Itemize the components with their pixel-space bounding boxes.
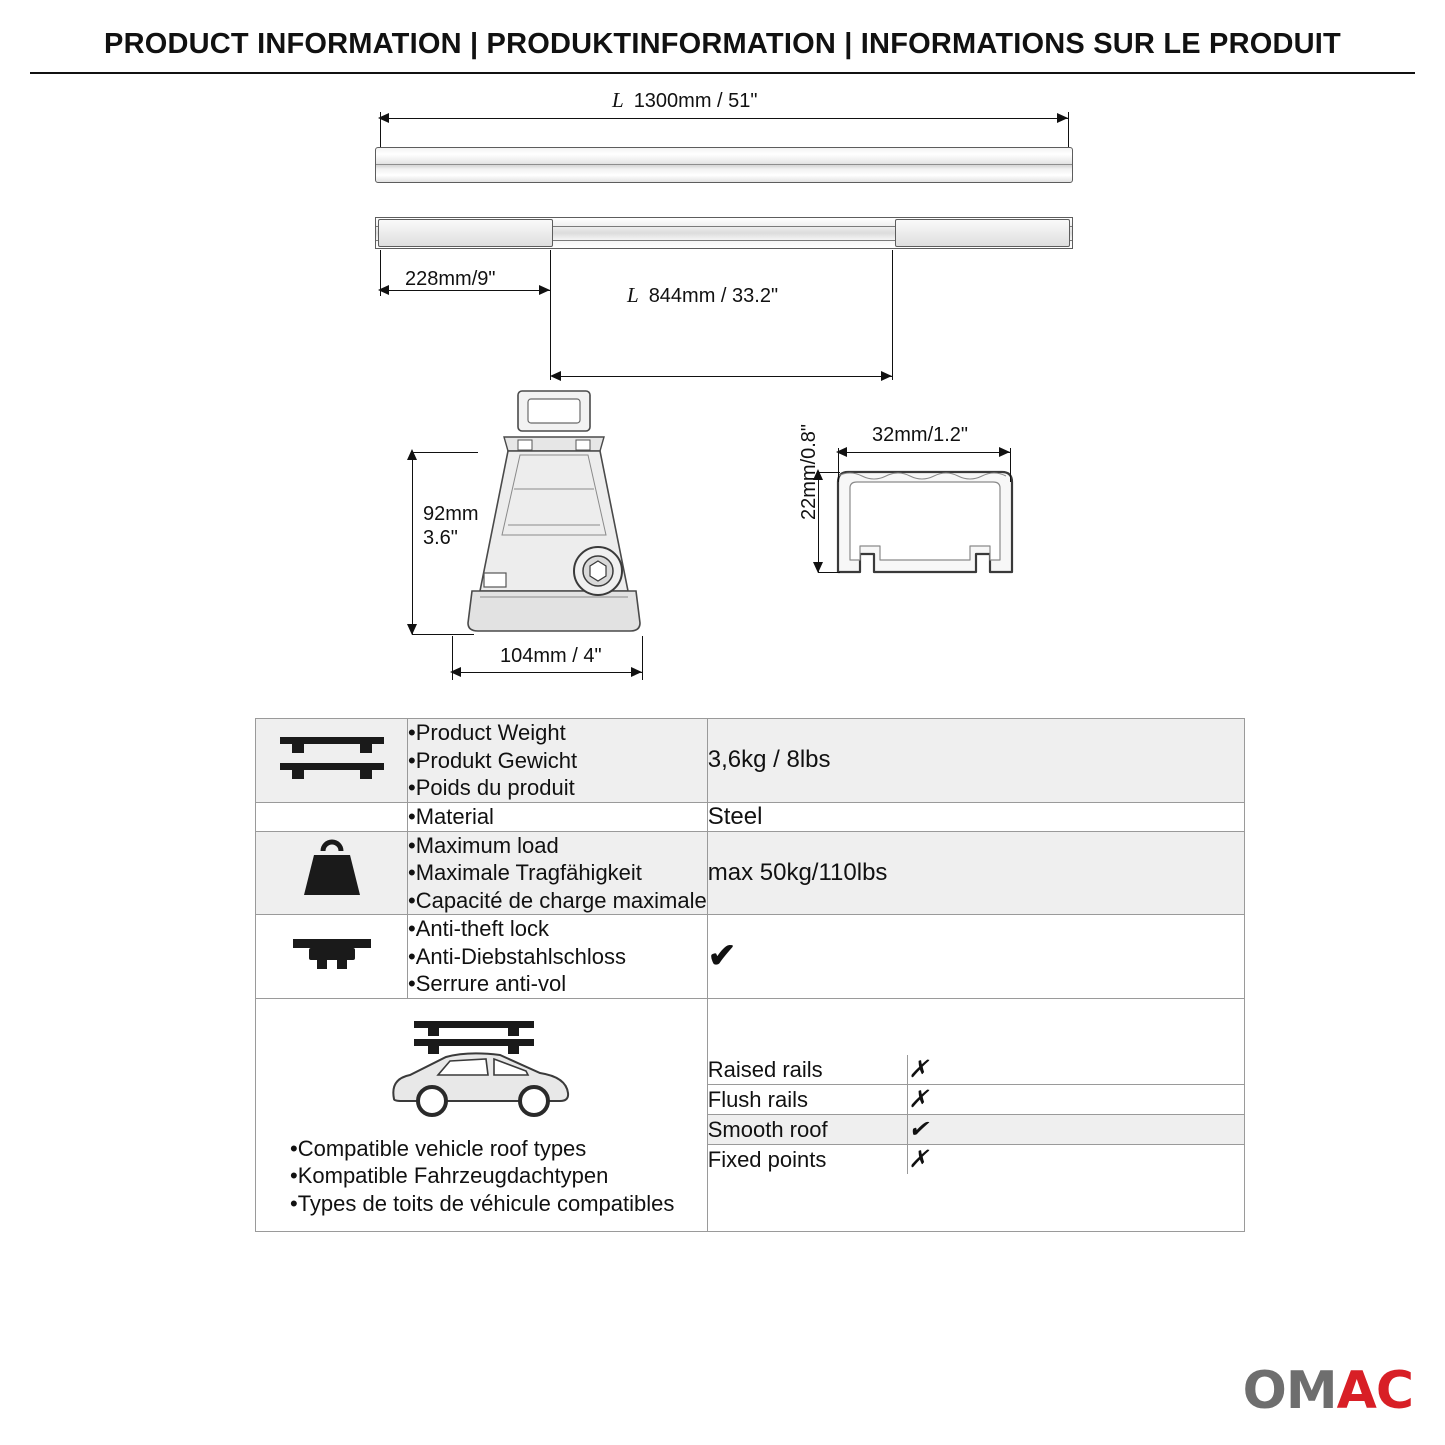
roof-type-table	[708, 1055, 1244, 1174]
crossbars-icon	[256, 719, 408, 803]
dimension-foot-width: 104mm / 4"	[500, 645, 602, 667]
arrow-up-height	[407, 449, 417, 460]
lock-check-icon: ✔	[707, 937, 737, 976]
roof-type-name-smooth-roof: Smooth roof	[708, 1115, 908, 1145]
crossbars-icon-svg	[276, 727, 388, 787]
table-row-max-load	[256, 831, 1245, 915]
weight-icon	[256, 831, 408, 915]
lock-icon	[256, 915, 408, 999]
foot-right-side-view	[895, 219, 1070, 247]
roof-type-name-raised-rails: Raised rails	[708, 1055, 908, 1085]
compat-label-de: •Kompatible Fahrzeugdachtypen	[290, 1163, 609, 1188]
weight-icon-svg	[292, 837, 372, 903]
roof-type-row-raised-rails	[708, 1055, 1244, 1085]
page-title: PRODUCT INFORMATION | PRODUKTINFORMATION | INFORMATIONS SUR LE PRODUIT	[104, 28, 1341, 60]
lock-label-en: •Anti-theft lock	[408, 916, 549, 941]
dimension-profile-height: 22mm/0.8"	[798, 423, 820, 520]
compatibility-labels	[256, 1127, 707, 1232]
dimension-end-offset: 228mm/9"	[405, 268, 496, 290]
arrow-right-span	[881, 371, 892, 381]
table-row-weight	[256, 719, 1245, 803]
brand-logo-part2: AC	[1336, 1361, 1413, 1421]
dimension-line-profile-width	[838, 452, 1010, 453]
compatibility-right-cell	[707, 998, 1244, 1232]
roof-type-value-smooth-roof: ✔	[908, 1115, 1244, 1145]
brand-logo-part1: OM	[1242, 1361, 1337, 1421]
ext-line-offset-right	[550, 250, 551, 380]
dimension-foot-height-in: 3.6"	[423, 527, 458, 549]
specification-table	[255, 718, 1245, 1232]
dimension-foot-height-mm: 92mm	[423, 503, 479, 525]
ext-line-span-right	[892, 250, 893, 380]
title-divider	[30, 72, 1415, 74]
weight-label-de: •Produkt Gewicht	[408, 747, 578, 773]
compat-label-fr: •Types de toits de véhicule compatibles	[290, 1190, 675, 1216]
roof-type-value-flush-rails: ✗	[908, 1085, 1244, 1115]
ext-line-profile-width-left	[838, 448, 839, 482]
weight-value: 3,6kg / 8lbs	[707, 719, 1244, 803]
span-value: 844mm / 33.2"	[648, 285, 779, 307]
ext-line-profile-height-bottom	[818, 572, 840, 573]
dimension-profile-width: 32mm/1.2"	[872, 424, 969, 446]
arrow-right-total	[1057, 113, 1068, 123]
total-length-value: 1300mm / 51"	[633, 90, 758, 112]
dimension-line-height	[412, 452, 413, 634]
dimension-line-span	[552, 376, 892, 377]
roof-type-name-fixed-points: Fixed points	[708, 1145, 908, 1175]
lock-icon-svg	[287, 927, 377, 979]
ext-line-foot-width-right	[642, 636, 643, 680]
max-load-labels	[408, 831, 708, 915]
lock-label-de: •Anti-Diebstahlschloss	[408, 943, 627, 969]
roof-type-value-raised-rails: ✗	[908, 1056, 929, 1084]
arrow-right-foot-width	[631, 667, 642, 677]
compatibility-left-cell	[256, 998, 708, 1232]
max-load-value: max 50kg/110lbs	[707, 831, 1244, 915]
max-load-label-fr: •Capacité de charge maximale	[408, 887, 707, 913]
ext-line-offset-left	[380, 250, 381, 296]
weight-labels	[408, 719, 708, 803]
car-with-rack-icon	[256, 999, 707, 1127]
profile-cross-section	[830, 462, 1020, 592]
dimension-span	[627, 283, 778, 308]
weight-label-fr: •Poids du produit	[408, 775, 575, 800]
dimension-line-foot-width	[452, 672, 642, 673]
length-symbol: L	[612, 88, 624, 112]
dimension-total-length	[612, 88, 758, 113]
lock-value	[707, 915, 1244, 999]
arrow-right-offset	[539, 285, 550, 295]
compat-label-en: •Compatible vehicle roof types	[290, 1135, 587, 1161]
foot-left-side-view	[378, 219, 553, 247]
roof-type-row-flush-rails	[708, 1085, 1244, 1115]
material-label: •Material	[408, 803, 494, 829]
brand-logo	[1243, 1361, 1413, 1421]
arrow-right-profile-width	[999, 447, 1010, 457]
table-row-material	[256, 802, 1245, 831]
car-with-rack-icon-svg	[376, 1013, 586, 1121]
roof-type-value-fixed-points: ✗	[908, 1145, 1244, 1175]
max-load-label-de: •Maximale Tragfähigkeit	[408, 860, 642, 885]
lock-label-fr: •Serrure anti-vol	[408, 971, 567, 996]
roof-type-name-flush-rails: Flush rails	[708, 1085, 908, 1115]
ext-line-foot-width-left	[452, 636, 453, 680]
roof-type-row-fixed-points	[708, 1145, 1244, 1175]
weight-label-en: •Product Weight	[408, 720, 566, 745]
ext-line-height-bottom	[412, 634, 474, 635]
dimension-line-total	[380, 118, 1068, 119]
max-load-label-en: •Maximum load	[408, 832, 559, 858]
span-symbol: L	[627, 283, 639, 307]
material-icon-placeholder	[256, 802, 408, 831]
ext-line-profile-width-right	[1010, 448, 1011, 482]
table-row-compatibility	[256, 998, 1245, 1232]
ext-line-profile-height-top	[818, 472, 840, 473]
arrow-left-span	[550, 371, 561, 381]
lock-labels	[408, 915, 708, 999]
crossbar-top-view	[375, 147, 1073, 183]
material-labels	[408, 802, 708, 831]
table-row-anti-theft-lock	[256, 915, 1245, 999]
ext-line-height-top	[412, 452, 478, 453]
roof-type-row-smooth-roof	[708, 1115, 1244, 1145]
material-value: Steel	[707, 802, 1244, 831]
dimension-line-offset	[380, 290, 550, 291]
